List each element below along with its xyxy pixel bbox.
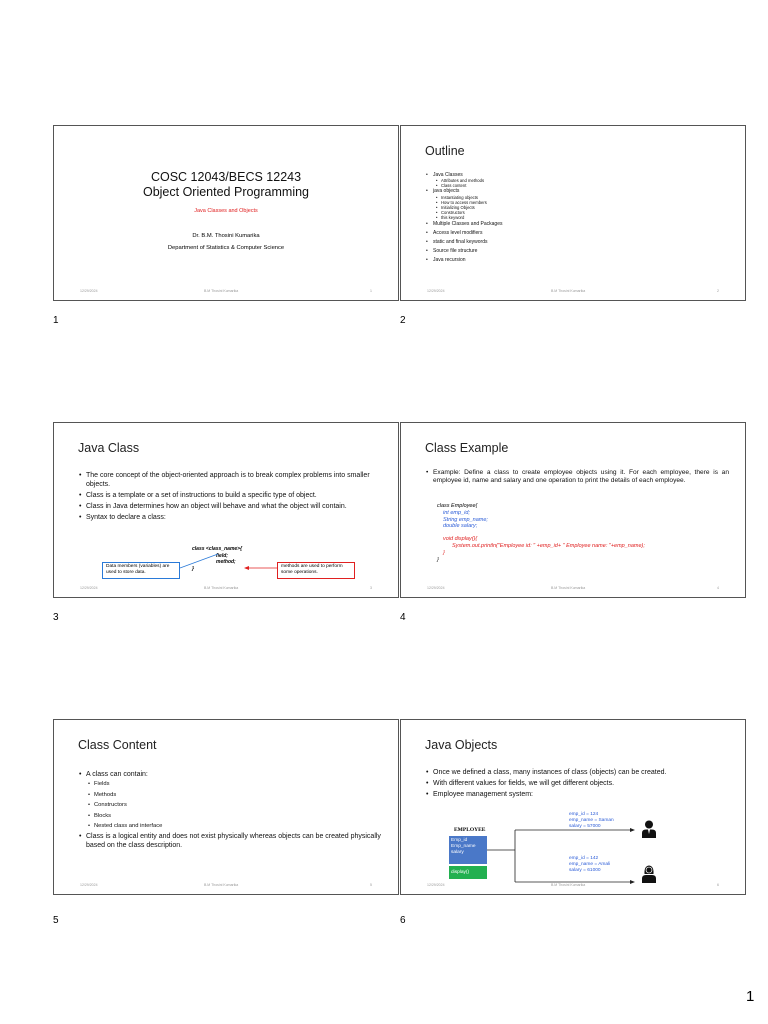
list-item: • Initializing Objects: [441, 205, 729, 210]
slide-title: Java Objects: [425, 738, 498, 752]
slide-subtitle: Java Classes and Objects: [194, 208, 258, 214]
list-item: • Fields: [94, 779, 382, 790]
department: Department of Statistics & Computer Science: [167, 245, 285, 251]
list-item: • Class is a template or a set of instructions to build a specific type of object.: [86, 491, 382, 500]
list-item: • Example: Define a class to create employee objects using it. For each employee, there is an employee id, name and salary and one operation to print the details of each employee.: [433, 469, 729, 484]
bullet-list: [78, 770, 382, 850]
class-method-box: display(): [449, 866, 487, 879]
list-item: • Java recursion: [433, 256, 729, 265]
class-fields-box: Emp_id Emp_name salary: [449, 836, 487, 864]
syntax-block: class <class_name>{ field; method; }: [192, 546, 243, 572]
slide-index: 1: [53, 315, 59, 326]
slide-footer: 12/29/2024 B.M Thosini Kumarika 1: [80, 289, 372, 293]
slide-index: 2: [400, 315, 406, 326]
slide-title: Java Class: [78, 441, 140, 455]
list-item: • Access level modifiers: [433, 229, 729, 238]
slide-index: 6: [400, 915, 406, 926]
slide-title: COSC 12043/BECS 12243 Object Oriented Programming: [142, 170, 310, 199]
outline-list: [425, 172, 729, 265]
list-item: • Multiple Classes and Packages: [433, 220, 729, 229]
connector-arrows: [54, 423, 399, 598]
list-item: • A class can contain:: [86, 770, 382, 779]
slide-3: [53, 422, 399, 598]
list-item: • Constructors: [94, 800, 382, 811]
note-methods: methods are used to perform some operations.: [277, 562, 355, 579]
note-data-members: Data members (variables) are used to store data.: [102, 562, 180, 579]
author: Dr. B.M. Thosini Kumarika: [192, 233, 260, 239]
slide-index: 5: [53, 915, 59, 926]
list-item: • Employee management system:: [433, 790, 729, 799]
list-item: • The core concept of the object-oriented approach is to break complex problems into smaller objects.: [86, 471, 382, 489]
slide-2: [400, 125, 746, 301]
object-1-values: emp_id = 124 emp_name = Saman salary = 57000: [569, 812, 614, 829]
list-item: • With different values for fields, we will get different objects.: [433, 779, 729, 788]
slide-6: [400, 719, 746, 895]
list-item: • Syntax to declare a class:: [86, 513, 382, 522]
slide-footer: 12/29/2024 B.M Thosini Kumarika 2: [427, 289, 719, 293]
female-employee-icon: [641, 865, 657, 883]
male-employee-icon: [641, 820, 657, 838]
list-item: • static and final keywords: [433, 238, 729, 247]
list-item: • Source file structure: [433, 247, 729, 256]
list-item: • Methods: [94, 790, 382, 801]
slide-footer: 12/29/2024 B.M Thosini Kumarika 3: [80, 586, 372, 590]
slide-title: Class Example: [425, 441, 509, 455]
list-item: • Blocks: [94, 811, 382, 822]
object-2-values: emp_id = 142 emp_name = Amali salary = 61000: [569, 856, 611, 873]
bullet-list: [425, 469, 729, 484]
slide-index: 4: [400, 612, 406, 623]
slide-title: Outline: [425, 144, 465, 158]
list-item: • Attributes and methods: [441, 178, 729, 183]
list-item: • Nested class and interface: [94, 821, 382, 832]
page-number: 1: [746, 988, 755, 1005]
slide-footer: 12/29/2024 B.M Thosini Kumarika 5: [80, 883, 372, 887]
slide-1: [53, 125, 399, 301]
slide-footer: 12/29/2024 B.M Thosini Kumarika 4: [427, 586, 719, 590]
list-item: • Java Classes: [433, 172, 729, 178]
slide-title: Class Content: [78, 738, 157, 752]
code-block: class Employee{ int emp_id; String emp_name; double salary; void display(){ System.out.println("Employee id: " +emp_id+ " Employee name: "+emp_name); } }: [437, 503, 645, 563]
slide-4: [400, 422, 746, 598]
list-item: • java objects: [433, 188, 729, 194]
list-item: • Once we defined a class, many instances of class (objects) can be created.: [433, 768, 729, 777]
list-item: • Class is a logical entity and does not exist physically whereas objects can be created physically based on the class description.: [86, 832, 382, 850]
slide-5: [53, 719, 399, 895]
list-item: • Instantiating objects: [441, 195, 729, 200]
slide-footer: 12/29/2024 B.M Thosini Kumarika 6: [427, 883, 719, 887]
list-item: • Class content: [441, 183, 729, 188]
list-item: • How to access members: [441, 200, 729, 205]
list-item: • Constructors: [441, 210, 729, 215]
list-item: • Class in Java determines how an object will behave and what the object will contain.: [86, 502, 382, 511]
list-item: • this keyword: [441, 215, 729, 220]
slide-index: 3: [53, 612, 59, 623]
class-header: EMPLOYEE: [454, 827, 486, 833]
